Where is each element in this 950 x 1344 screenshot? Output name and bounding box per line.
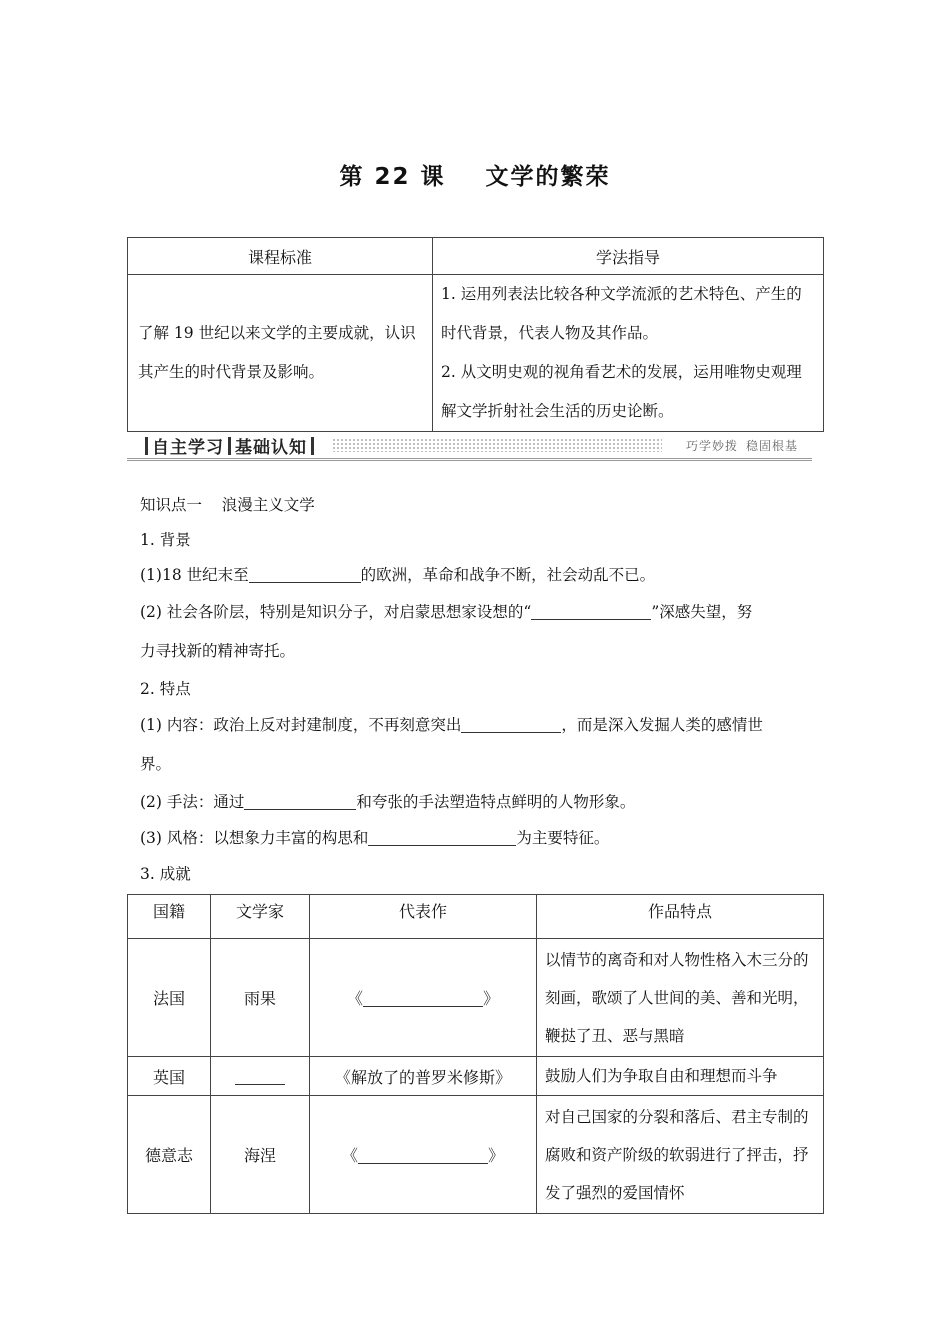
page-title: 第 22 课 文学的繁荣 bbox=[339, 164, 611, 190]
text-line bbox=[140, 713, 763, 735]
country-cell: 法国 bbox=[128, 939, 211, 1057]
banner-divider bbox=[145, 437, 148, 455]
text-segment: (1) 内容：政治上反对封建制度，不再刻意突出 bbox=[140, 716, 462, 734]
text-line: 力寻找新的精神寄托。 bbox=[140, 642, 296, 660]
banner-tags bbox=[678, 437, 798, 454]
text-segment: ，而是深入发掘人类的感情世 bbox=[561, 716, 763, 734]
standards-table bbox=[127, 237, 824, 432]
banner-divider bbox=[311, 437, 314, 455]
subheading-features: 2. 特点 bbox=[140, 680, 191, 698]
text-line bbox=[140, 563, 655, 585]
fill-blank[interactable] bbox=[235, 1068, 285, 1085]
fill-blank[interactable] bbox=[358, 1147, 488, 1164]
guide-cell bbox=[433, 275, 824, 432]
text-line: 界。 bbox=[140, 755, 172, 773]
feature-cell: 鼓励人们为争取自由和理想而斗争 bbox=[537, 1057, 824, 1096]
section-heading: 知识点一 浪漫主义文学 bbox=[140, 496, 315, 514]
guide-item-1: 1. 运用列表法比较各种文学流派的艺术特色、产生的时代背景，代表人物及其作品。 bbox=[441, 285, 802, 342]
banner-dots bbox=[332, 438, 662, 452]
country-cell: 英国 bbox=[128, 1057, 211, 1096]
guide-item-2: 2. 从文明史观的视角看艺术的发展，运用唯物史观理解文学折射社会生活的历史论断。 bbox=[441, 363, 802, 420]
header-writer: 文学家 bbox=[211, 895, 310, 939]
text-segment: 》 bbox=[488, 1146, 505, 1165]
work-cell bbox=[310, 939, 537, 1057]
fill-blank[interactable] bbox=[531, 603, 651, 620]
text-segment: 《 bbox=[341, 1146, 358, 1165]
banner-part2: 基础认知 bbox=[235, 438, 307, 458]
fill-blank[interactable] bbox=[368, 829, 516, 846]
work-cell bbox=[310, 1096, 537, 1214]
banner-part1: 自主学习 bbox=[152, 438, 224, 458]
text-segment: (2) 手法：通过 bbox=[140, 793, 245, 811]
header-standard: 课程标准 bbox=[128, 238, 433, 275]
banner-title bbox=[141, 433, 318, 458]
text-segment: (1)18 世纪末至 bbox=[140, 566, 249, 584]
text-segment: 为主要特征。 bbox=[516, 829, 610, 847]
work-cell: 《解放了的普罗米修斯》 bbox=[310, 1057, 537, 1096]
text-segment: 的欧洲，革命和战争不断，社会动乱不已。 bbox=[360, 566, 656, 584]
text-segment: 》 bbox=[483, 989, 500, 1008]
section-banner bbox=[127, 432, 812, 461]
writer-cell: 海涅 bbox=[211, 1096, 310, 1214]
table-row bbox=[128, 939, 824, 1057]
fill-blank[interactable] bbox=[244, 793, 356, 810]
text-line bbox=[140, 600, 752, 622]
header-feature: 作品特点 bbox=[537, 895, 824, 939]
fill-blank[interactable] bbox=[249, 566, 361, 583]
header-work: 代表作 bbox=[310, 895, 537, 939]
text-segment: 《 bbox=[346, 989, 363, 1008]
header-guide: 学法指导 bbox=[433, 238, 824, 275]
table-row bbox=[128, 1057, 824, 1096]
header-country: 国籍 bbox=[128, 895, 211, 939]
text-segment: (3) 风格：以想象力丰富的构思和 bbox=[140, 829, 369, 847]
text-segment: ”深感失望，努 bbox=[651, 603, 753, 621]
feature-cell: 对自己国家的分裂和落后、君主专制的腐败和资产阶级的软弱进行了抨击，抒发了强烈的爱国情怀 bbox=[537, 1096, 824, 1214]
text-line bbox=[140, 826, 609, 848]
text-segment: (2) 社会各阶层，特别是知识分子，对启蒙思想家设想的“ bbox=[140, 603, 532, 621]
banner-tag-2: 稳固根基 bbox=[745, 439, 798, 453]
writer-cell bbox=[211, 1057, 310, 1096]
fill-blank[interactable] bbox=[363, 990, 483, 1007]
achievements-table bbox=[127, 894, 824, 1214]
text-line bbox=[140, 790, 635, 812]
table-row bbox=[128, 1096, 824, 1214]
standard-text: 了解 19 世纪以来文学的主要成就，认识其产生的时代背景及影响。 bbox=[128, 275, 433, 432]
banner-divider bbox=[228, 437, 231, 455]
feature-cell: 以情节的离奇和对人物性格入木三分的刻画，歌颂了人世间的美、善和光明，鞭挞了丑、恶与黑暗 bbox=[537, 939, 824, 1057]
fill-blank[interactable] bbox=[461, 716, 561, 733]
text-segment: 和夸张的手法塑造特点鲜明的人物形象。 bbox=[356, 793, 636, 811]
subheading-achievements: 3. 成就 bbox=[140, 865, 191, 883]
writer-cell: 雨果 bbox=[211, 939, 310, 1057]
banner-tag-1: 巧学妙拨 bbox=[685, 439, 738, 453]
subheading-background: 1. 背景 bbox=[140, 531, 191, 549]
country-cell: 德意志 bbox=[128, 1096, 211, 1214]
